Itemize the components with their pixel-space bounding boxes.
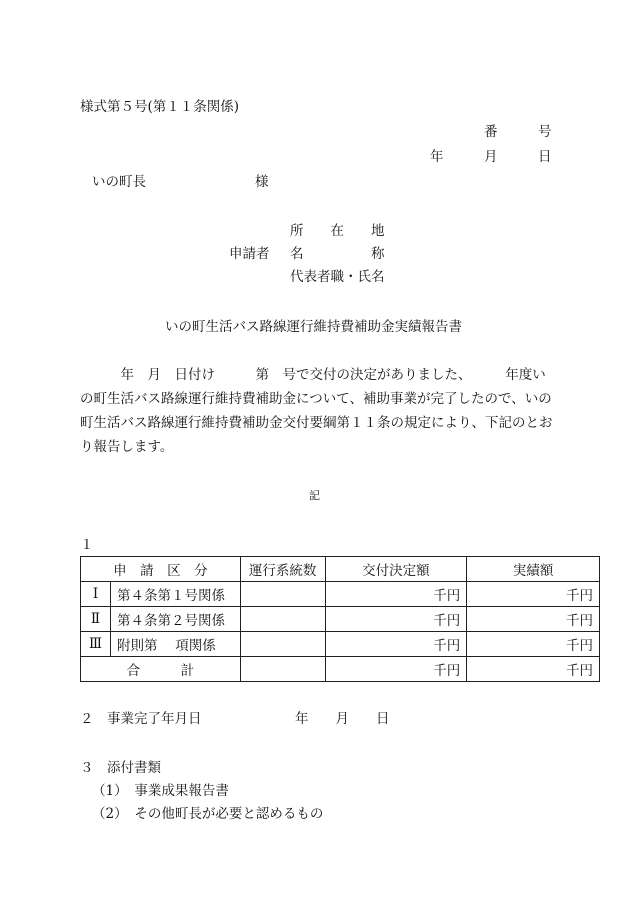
section-2-date: 年 月 日: [295, 711, 390, 727]
attachment-item: （1） 事業成果報告書: [92, 783, 229, 799]
form-label: 様式第５号(第１１条関係): [80, 99, 240, 115]
table-row: [81, 632, 600, 657]
body-line: 町生活バス路線運行維持費補助金交付要綱第１１条の規定により、下記のとお: [80, 415, 553, 431]
attachment-item: （2） その他町長が必要と認めるもの: [92, 806, 324, 822]
applicant-representative-label: 代表者職・氏名: [290, 269, 385, 285]
total-decided: 千円: [325, 657, 467, 682]
row-number: Ⅰ: [81, 582, 111, 607]
total-count: [240, 657, 325, 682]
section-1-label: １: [80, 537, 94, 553]
table-row: [81, 607, 600, 632]
body-line: の町生活バス路線運行維持費補助金について、補助事業が完了したので、いの: [80, 391, 552, 407]
table-row: [81, 582, 600, 607]
section-3-label: ３ 添付書類: [80, 760, 161, 776]
row-count: [240, 632, 325, 657]
row-number: Ⅱ: [81, 607, 111, 632]
total-label: 合 計: [81, 657, 241, 682]
header-route-count: 運行系統数: [240, 557, 325, 582]
row-actual: 千円: [467, 632, 600, 657]
row-decided: 千円: [325, 632, 467, 657]
number-label: 番 号: [484, 124, 552, 140]
header-decided-amount: 交付決定額: [325, 557, 467, 582]
date-label: 年 月 日: [430, 149, 552, 165]
table-total-row: [81, 657, 600, 682]
row-count: [240, 607, 325, 632]
body-line: り報告します。: [80, 439, 174, 455]
total-actual: 千円: [467, 657, 600, 682]
addressee: いの町長: [92, 174, 146, 190]
header-actual-amount: 実績額: [467, 557, 600, 582]
body-line: 年 月 日付け 第 号で交付の決定がありました、 年度い: [80, 367, 546, 383]
row-actual: 千円: [467, 582, 600, 607]
row-label: 附則第 項関係: [110, 632, 240, 657]
honorific: 様: [255, 174, 269, 190]
row-label: 第４条第１号関係: [110, 582, 240, 607]
subsidy-table: [80, 556, 600, 682]
header-category: 申 請 区 分: [81, 557, 241, 582]
document-title: いの町生活バス路線運行維持費補助金実績報告書: [165, 319, 462, 335]
row-number: Ⅲ: [81, 632, 111, 657]
applicant-name-label: 名 称: [290, 246, 385, 262]
applicant-address-label: 所 在 地: [290, 223, 385, 239]
row-actual: 千円: [467, 607, 600, 632]
table-header-row: [81, 557, 600, 582]
ki-heading: 記: [309, 489, 320, 502]
applicant-label: 申請者: [229, 246, 270, 262]
row-count: [240, 582, 325, 607]
row-decided: 千円: [325, 607, 467, 632]
section-2-label: ２ 事業完了年月日: [80, 711, 202, 727]
row-decided: 千円: [325, 582, 467, 607]
row-label: 第４条第２号関係: [110, 607, 240, 632]
